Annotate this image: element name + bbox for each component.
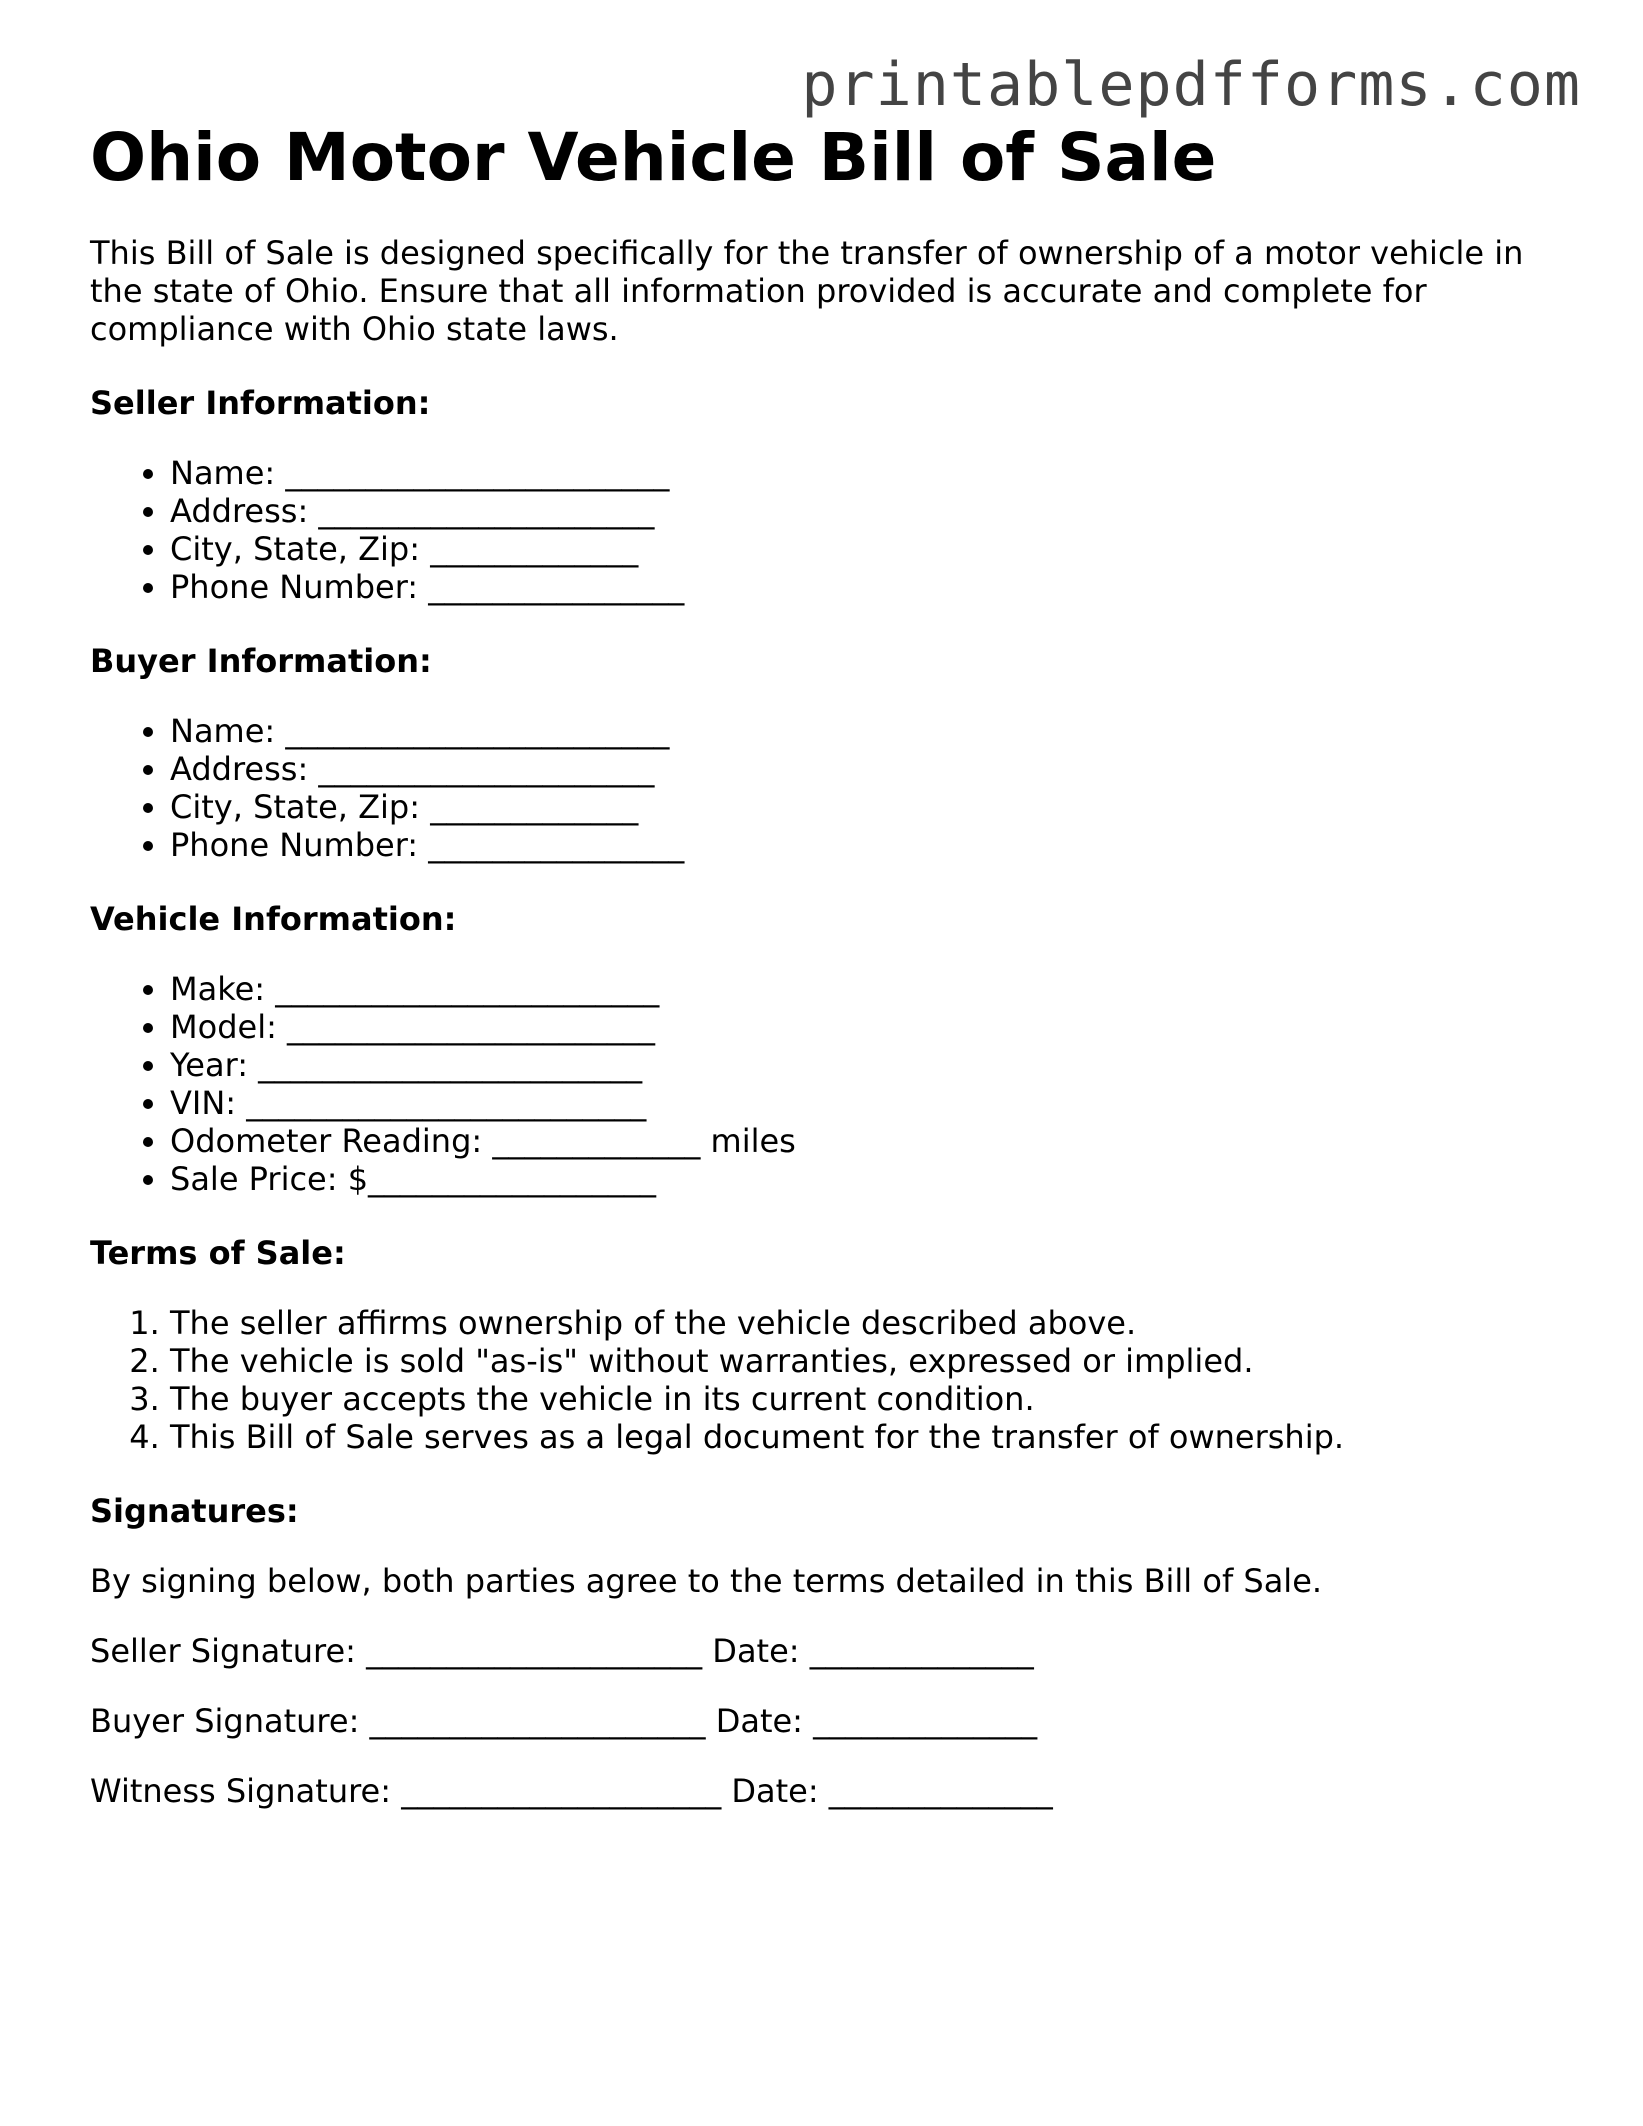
- terms-item: 4. This Bill of Sale serves as a legal document for the transfer of ownership.: [170, 1418, 1570, 1456]
- terms-heading: Terms of Sale:: [90, 1234, 346, 1272]
- buyer-list: [90, 712, 1570, 864]
- buyer-signature-line: Buyer Signature: _____________________ Date: ______________: [90, 1702, 1038, 1740]
- vehicle-heading: Vehicle Information:: [90, 900, 457, 938]
- buyer-city-state-zip-field: • City, State, Zip: _____________: [170, 788, 1570, 826]
- witness-signature-line: Witness Signature: ____________________ Date: ______________: [90, 1772, 1053, 1810]
- signatures-agreement: By signing below, both parties agree to the terms detailed in this Bill of Sale.: [90, 1562, 1323, 1600]
- intro-paragraph: This Bill of Sale is designed specifically for the transfer of ownership of a motor vehicle in the state of Ohio. Ensure that all information provided is accurate and complete for compliance with Ohio state laws.: [90, 234, 1524, 348]
- seller-phone-field: • Phone Number: ________________: [170, 568, 1570, 606]
- vehicle-year-field: • Year: ________________________: [170, 1046, 1570, 1084]
- seller-city-state-zip-field: • City, State, Zip: _____________: [170, 530, 1570, 568]
- buyer-address-field: • Address: _____________________: [170, 750, 1570, 788]
- seller-heading: Seller Information:: [90, 384, 431, 422]
- vehicle-sale-price-field: • Sale Price: $__________________: [170, 1160, 1570, 1198]
- vehicle-list: [90, 970, 1570, 1198]
- terms-item: 1. The seller affirms ownership of the vehicle described above.: [170, 1304, 1570, 1342]
- buyer-name-field: • Name: ________________________: [170, 712, 1570, 750]
- document-page: [90, 118, 1570, 1810]
- signatures-heading: Signatures:: [90, 1492, 299, 1530]
- vehicle-vin-field: • VIN: _________________________: [170, 1084, 1570, 1122]
- seller-signature-line: Seller Signature: _____________________ Date: ______________: [90, 1632, 1034, 1670]
- seller-name-field: • Name: ________________________: [170, 454, 1570, 492]
- buyer-heading: Buyer Information:: [90, 642, 432, 680]
- vehicle-make-field: • Make: ________________________: [170, 970, 1570, 1008]
- vehicle-model-field: • Model: _______________________: [170, 1008, 1570, 1046]
- seller-list: [90, 454, 1570, 606]
- terms-item: 2. The vehicle is sold "as-is" without warranties, expressed or implied.: [170, 1342, 1570, 1380]
- document-title: Ohio Motor Vehicle Bill of Sale: [90, 119, 1217, 196]
- terms-item: 3. The buyer accepts the vehicle in its current condition.: [170, 1380, 1570, 1418]
- watermark: printablepdfforms.com: [801, 50, 1581, 120]
- buyer-phone-field: • Phone Number: ________________: [170, 826, 1570, 864]
- terms-list: [90, 1304, 1570, 1456]
- seller-address-field: • Address: _____________________: [170, 492, 1570, 530]
- vehicle-odometer-field: • Odometer Reading: _____________ miles: [170, 1122, 1570, 1160]
